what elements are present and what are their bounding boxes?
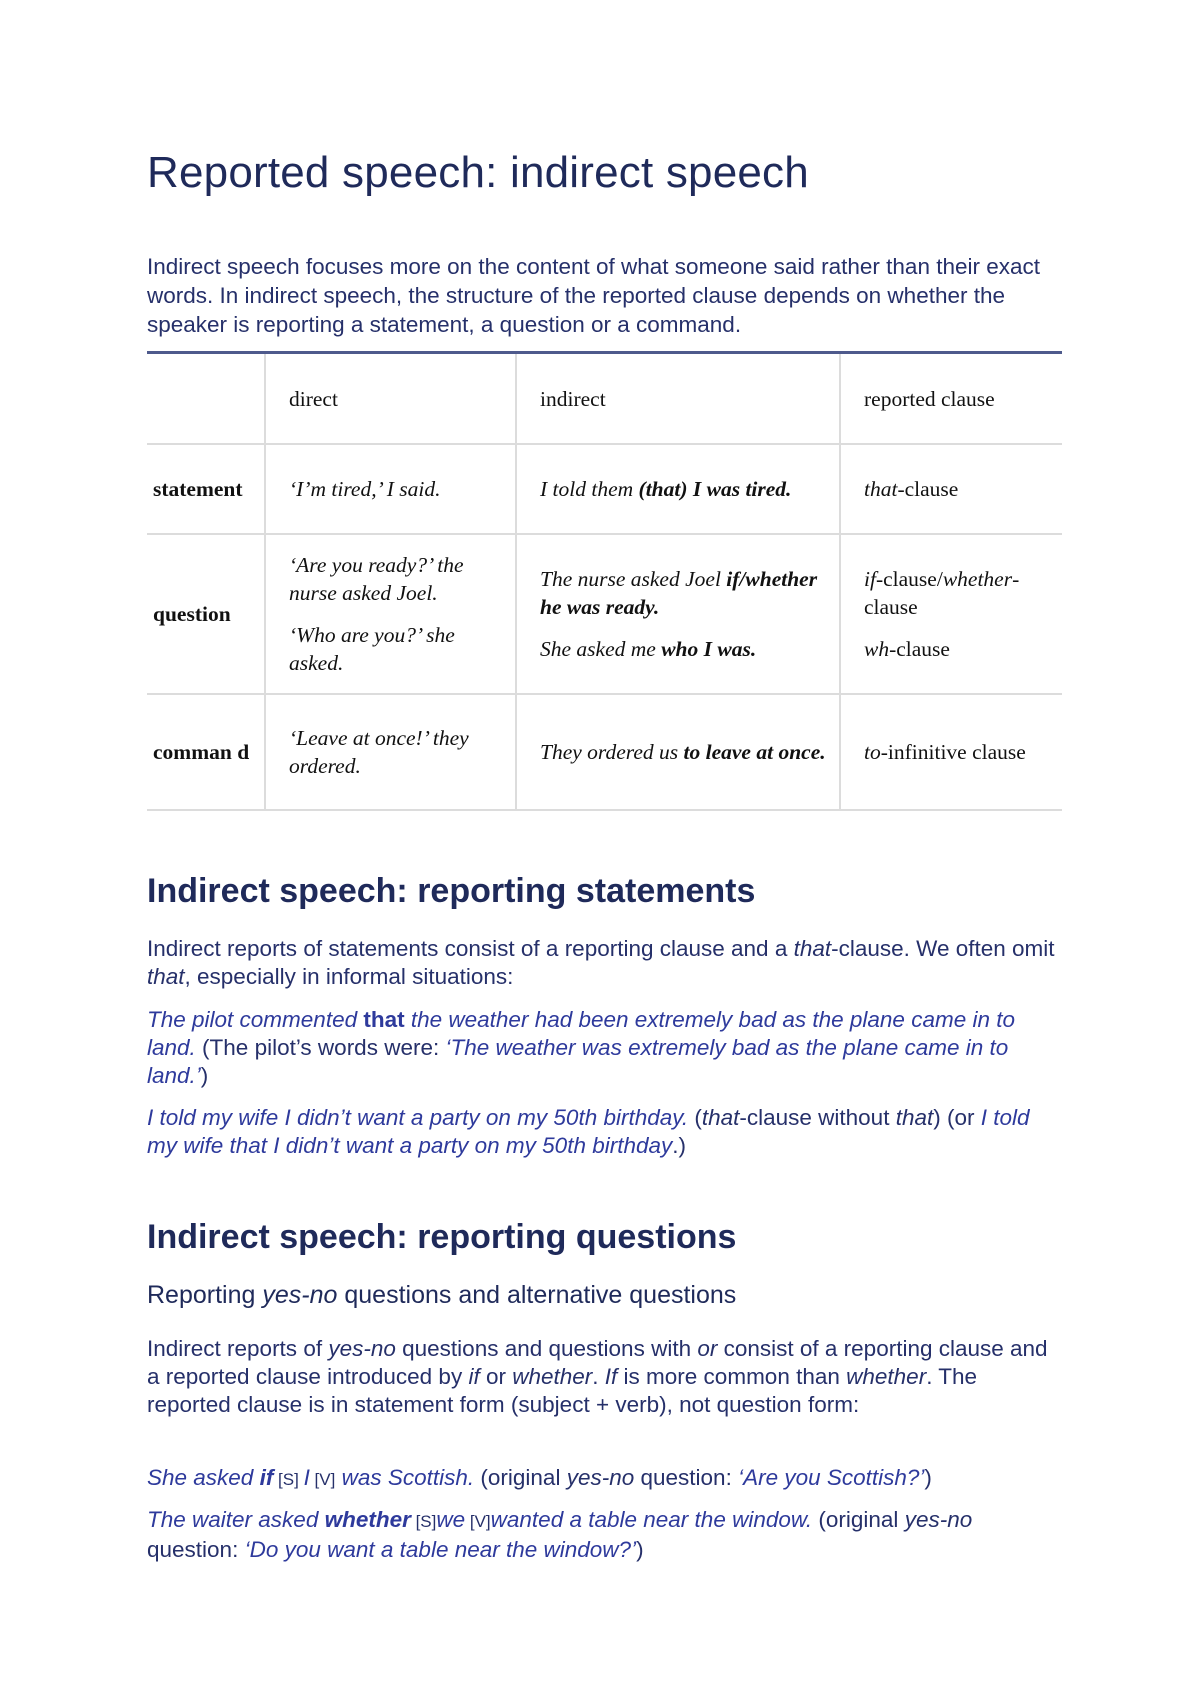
q-yes-no: yes-no bbox=[328, 1336, 396, 1361]
question-clause-wh: wh bbox=[864, 637, 890, 661]
questions-example-2 bbox=[147, 1506, 1062, 1564]
subheading-text-a: Reporting bbox=[147, 1281, 263, 1309]
grammar-table-wrap bbox=[147, 351, 1062, 811]
ex1-text-c: (The pilot’s words were: bbox=[195, 1035, 446, 1060]
question-direct-1: ‘Are you ready?’ the nurse asked Joel. bbox=[289, 553, 464, 605]
ex1-quote: ‘The weather was extremely bad as the plane came in to land.’ bbox=[147, 1035, 1009, 1088]
qex2-subject: we bbox=[436, 1507, 466, 1532]
q-text-f: is more common than bbox=[617, 1364, 847, 1389]
question-indirect-1-bold: if/whether he was ready. bbox=[540, 567, 818, 619]
statements-text-1: Indirect reports of statements consist of a reporting clause and a bbox=[147, 936, 794, 961]
table-row-question bbox=[147, 534, 1062, 694]
question-indirect-2 bbox=[540, 635, 831, 663]
command-indirect bbox=[516, 694, 840, 810]
q-text-d: or bbox=[479, 1364, 513, 1389]
qex1-subject-marker: [S] bbox=[273, 1470, 304, 1489]
question-clause bbox=[840, 534, 1062, 694]
qex2-text-c: wanted a table near the window. bbox=[490, 1507, 813, 1532]
qex2-close: ) bbox=[636, 1537, 644, 1562]
command-indirect-plain: They ordered us bbox=[540, 740, 684, 764]
qex1-text-f: question: bbox=[634, 1465, 739, 1490]
ex2-text-b: ( bbox=[688, 1105, 702, 1130]
qex2-whether-bold: whether bbox=[324, 1507, 411, 1532]
statements-text-2: -clause. We often omit bbox=[831, 936, 1055, 961]
statement-indirect-plain: I told them bbox=[540, 477, 639, 501]
question-clause-1-rest-a: -clause/ bbox=[875, 567, 943, 591]
questions-paragraph bbox=[147, 1335, 1062, 1419]
question-clause-if: if bbox=[864, 567, 876, 591]
table-header-reported-clause: reported clause bbox=[840, 353, 1062, 445]
q-text-g: . The reported clause is in statement form (subject + verb), not question form: bbox=[147, 1364, 978, 1417]
qex2-quote: ‘Do you want a table near the window?’ bbox=[244, 1537, 637, 1562]
statement-clause-italic: that bbox=[864, 477, 898, 501]
qex1-verb-marker: [V] bbox=[309, 1470, 336, 1489]
statement-clause bbox=[840, 444, 1062, 534]
question-indirect-2-bold: who I was. bbox=[661, 637, 757, 661]
command-clause-italic: to bbox=[864, 740, 881, 764]
table-header-direct: direct bbox=[265, 353, 516, 445]
ex2-text-d: -clause without bbox=[739, 1105, 896, 1130]
statement-indirect-bold: (that) I was tired. bbox=[638, 477, 792, 501]
heading-reporting-questions: Indirect speech: reporting questions bbox=[147, 1218, 737, 1256]
question-indirect bbox=[516, 534, 840, 694]
qex1-text-d: (original bbox=[474, 1465, 567, 1490]
statements-paragraph bbox=[147, 935, 1062, 991]
qex1-quote: ‘Are you Scottish?’ bbox=[738, 1465, 925, 1490]
q-text-a: Indirect reports of bbox=[147, 1336, 329, 1361]
question-indirect-2-plain: She asked me bbox=[540, 637, 662, 661]
statement-indirect bbox=[516, 444, 840, 534]
question-direct-2: ‘Who are you?’ she asked. bbox=[289, 623, 455, 675]
subheading-yes-no-italic: yes-no bbox=[262, 1281, 338, 1309]
row-label-statement: statement bbox=[147, 444, 265, 534]
q-if-cap: If bbox=[604, 1364, 618, 1389]
question-indirect-1-plain: The nurse asked Joel bbox=[540, 567, 727, 591]
question-clause-1-rest-b: -clause bbox=[864, 567, 1020, 619]
q-if: if bbox=[468, 1364, 480, 1389]
intro-paragraph: Indirect speech focuses more on the content of what someone said rather than their exact words. In indirect speech, the structure of the reported clause depends on whether the speaker is reporting a statement, a question or a command. bbox=[147, 254, 1041, 337]
statements-text-3: , especially in informal situations: bbox=[184, 964, 514, 989]
row-label-command: comman d bbox=[147, 694, 265, 810]
q-text-c: consist of a reporting clause and a reported clause introduced by bbox=[147, 1336, 1048, 1389]
statements-that-2: that bbox=[147, 964, 185, 989]
table-header-indirect: indirect bbox=[516, 353, 840, 445]
ex2-text-f: ) (or bbox=[933, 1105, 981, 1130]
qex1-subject: I bbox=[303, 1465, 310, 1490]
ex2-alt: I told my wife that I didn’t want a party on my 50th birthday bbox=[147, 1105, 1030, 1158]
qex2-text-d: (original bbox=[812, 1507, 905, 1532]
row-label-question: question bbox=[147, 534, 265, 694]
question-clause-2 bbox=[864, 635, 1054, 663]
command-direct: ‘Leave at once!’ they ordered. bbox=[265, 694, 516, 810]
heading-reporting-statements: Indirect speech: reporting statements bbox=[147, 872, 756, 910]
qex2-subject-marker: [S] bbox=[410, 1512, 437, 1531]
statement-clause-rest: -clause bbox=[897, 477, 959, 501]
qex1-yes-no: yes-no bbox=[566, 1465, 635, 1490]
table-header-row bbox=[147, 353, 1062, 445]
command-clause bbox=[840, 694, 1062, 810]
page-title: Reported speech: indirect speech bbox=[147, 148, 809, 197]
grammar-table bbox=[147, 351, 1062, 811]
command-indirect-bold: to leave at once. bbox=[683, 740, 826, 764]
question-indirect-1 bbox=[540, 565, 831, 621]
qex1-close: ) bbox=[924, 1465, 932, 1490]
question-clause-2-rest: -clause bbox=[889, 637, 950, 661]
ex2-text-a: I told my wife I didn’t want a party on my 50th birthday. bbox=[147, 1105, 689, 1130]
statements-example-2 bbox=[147, 1104, 1062, 1160]
question-clause-1 bbox=[864, 565, 1054, 621]
ex2-that-2: that bbox=[895, 1105, 934, 1130]
ex2-close: .) bbox=[672, 1133, 687, 1158]
qex2-text-a: The waiter asked bbox=[147, 1507, 325, 1532]
table-row-command bbox=[147, 694, 1062, 810]
qex2-verb-marker: [V] bbox=[465, 1512, 491, 1531]
qex2-yes-no: yes-no bbox=[904, 1507, 973, 1532]
ex1-text-b: the weather had been extremely bad as the plane came in to land. bbox=[147, 1007, 1015, 1060]
ex1-text-a: The pilot commented bbox=[147, 1007, 364, 1032]
qex2-text-f: question: bbox=[147, 1537, 245, 1562]
qex1-text-c: was Scottish. bbox=[335, 1465, 475, 1490]
q-text-e: . bbox=[592, 1364, 605, 1389]
q-whether-2: whether bbox=[846, 1364, 927, 1389]
qex1-text-a: She asked bbox=[147, 1465, 260, 1490]
questions-example-1 bbox=[147, 1464, 1062, 1494]
subheading-yes-no bbox=[147, 1281, 736, 1310]
question-direct bbox=[265, 534, 516, 694]
ex1-that-bold: that bbox=[363, 1007, 405, 1032]
command-clause-rest: -infinitive clause bbox=[880, 740, 1026, 764]
question-clause-whether: whether bbox=[942, 567, 1013, 591]
q-text-b: questions and questions with bbox=[395, 1336, 698, 1361]
statements-example-1 bbox=[147, 1006, 1062, 1090]
statement-direct: ‘I’m tired,’ I said. bbox=[265, 444, 516, 534]
statements-that-1: that bbox=[793, 936, 832, 961]
subheading-text-b: questions and alternative questions bbox=[337, 1281, 737, 1309]
qex1-if-bold: if bbox=[259, 1465, 274, 1490]
ex2-that-1: that bbox=[701, 1105, 740, 1130]
table-header-empty bbox=[147, 353, 265, 445]
table-row-statement bbox=[147, 444, 1062, 534]
q-whether: whether bbox=[512, 1364, 593, 1389]
ex1-close: ) bbox=[200, 1063, 209, 1088]
q-or: or bbox=[697, 1336, 718, 1361]
